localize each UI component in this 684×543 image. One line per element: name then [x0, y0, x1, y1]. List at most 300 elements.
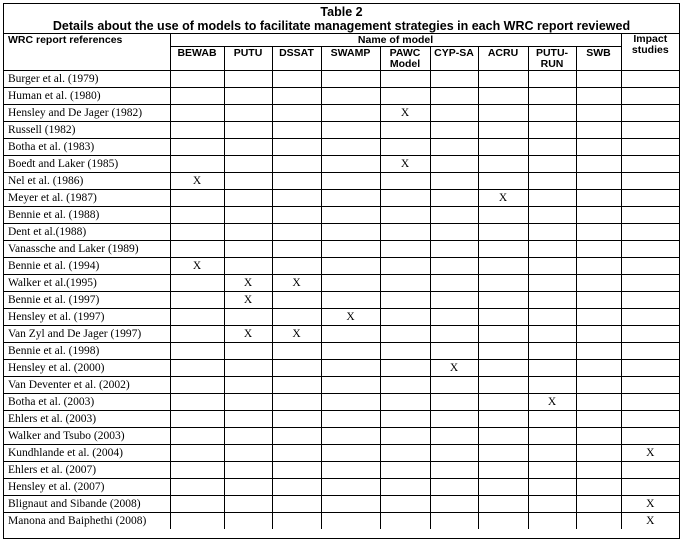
- mark-cell: [528, 445, 576, 462]
- mark-cell: [170, 513, 224, 530]
- mark-cell: [621, 360, 679, 377]
- reference-cell: Vanassche and Laker (1989): [4, 241, 170, 258]
- mark-cell: [528, 343, 576, 360]
- mark-cell: [224, 394, 272, 411]
- mark-cell: [380, 309, 430, 326]
- reference-cell: Bennie et al. (1998): [4, 343, 170, 360]
- mark-cell: [170, 309, 224, 326]
- mark-cell: [224, 224, 272, 241]
- header-model: PAWC Model: [380, 47, 430, 71]
- mark-cell: [621, 190, 679, 207]
- mark-cell: [528, 292, 576, 309]
- mark-cell: [430, 224, 478, 241]
- mark-cell: [272, 71, 321, 88]
- mark-cell: [528, 241, 576, 258]
- mark-cell: [321, 326, 380, 343]
- mark-cell: [430, 377, 478, 394]
- mark-cell: [224, 360, 272, 377]
- mark-cell: [576, 105, 621, 122]
- mark-cell: [576, 343, 621, 360]
- mark-cell: [272, 207, 321, 224]
- mark-cell: [321, 343, 380, 360]
- mark-cell: [321, 411, 380, 428]
- mark-cell: [478, 105, 528, 122]
- mark-cell: [621, 105, 679, 122]
- mark-cell: [272, 343, 321, 360]
- mark-cell: [170, 190, 224, 207]
- table-row: [4, 377, 679, 394]
- mark-cell: [321, 445, 380, 462]
- table-subtitle: Details about the use of models to facilitate management strategies in each WRC report reviewed: [52, 19, 631, 33]
- mark-cell: [380, 377, 430, 394]
- mark-cell: [224, 411, 272, 428]
- mark-cell: [430, 156, 478, 173]
- mark-cell: [528, 479, 576, 496]
- mark-cell: [528, 156, 576, 173]
- mark-cell: [380, 71, 430, 88]
- table-row: [4, 394, 679, 411]
- mark-cell: [430, 428, 478, 445]
- mark-cell: [478, 258, 528, 275]
- mark-cell: [478, 275, 528, 292]
- mark-cell: [478, 207, 528, 224]
- mark-cell: [430, 71, 478, 88]
- mark-cell: X: [380, 156, 430, 173]
- table-container: [3, 3, 680, 539]
- mark-cell: [321, 173, 380, 190]
- mark-cell: X: [272, 326, 321, 343]
- mark-cell: [380, 326, 430, 343]
- mark-cell: [380, 292, 430, 309]
- mark-cell: [272, 292, 321, 309]
- mark-cell: [528, 513, 576, 530]
- reference-cell: Walker and Tsubo (2003): [4, 428, 170, 445]
- header-model-group: Name of model: [170, 34, 621, 47]
- mark-cell: [430, 88, 478, 105]
- table-row: [4, 275, 679, 292]
- table-row: [4, 173, 679, 190]
- table-row: [4, 292, 679, 309]
- mark-cell: [380, 411, 430, 428]
- mark-cell: [380, 258, 430, 275]
- mark-cell: [621, 292, 679, 309]
- mark-cell: X: [170, 258, 224, 275]
- reference-cell: Manona and Baiphethi (2008): [4, 513, 170, 530]
- mark-cell: [272, 105, 321, 122]
- mark-cell: [576, 292, 621, 309]
- mark-cell: [170, 343, 224, 360]
- mark-cell: [576, 190, 621, 207]
- mark-cell: [528, 258, 576, 275]
- mark-cell: X: [430, 360, 478, 377]
- reference-cell: Bennie et al. (1994): [4, 258, 170, 275]
- reference-cell: Dent et al.(1988): [4, 224, 170, 241]
- mark-cell: [224, 156, 272, 173]
- mark-cell: [321, 496, 380, 513]
- mark-cell: [321, 88, 380, 105]
- reference-cell: Van Zyl and De Jager (1997): [4, 326, 170, 343]
- reference-cell: Burger et al. (1979): [4, 71, 170, 88]
- reference-cell: Botha et al. (2003): [4, 394, 170, 411]
- mark-cell: [478, 71, 528, 88]
- mark-cell: [528, 462, 576, 479]
- mark-cell: [528, 190, 576, 207]
- table-row: [4, 190, 679, 207]
- mark-cell: [528, 428, 576, 445]
- mark-cell: [321, 513, 380, 530]
- mark-cell: [478, 411, 528, 428]
- mark-cell: [272, 411, 321, 428]
- mark-cell: [576, 360, 621, 377]
- mark-cell: [478, 428, 528, 445]
- mark-cell: [478, 173, 528, 190]
- table-row: [4, 479, 679, 496]
- mark-cell: [621, 428, 679, 445]
- mark-cell: [170, 360, 224, 377]
- mark-cell: [430, 326, 478, 343]
- mark-cell: [430, 513, 478, 530]
- mark-cell: [621, 309, 679, 326]
- header-impact-studies: Impact studies: [621, 34, 679, 71]
- table-row: [4, 496, 679, 513]
- mark-cell: X: [621, 513, 679, 530]
- reference-cell: Botha et al. (1983): [4, 139, 170, 156]
- mark-cell: [430, 241, 478, 258]
- mark-cell: [430, 139, 478, 156]
- mark-cell: [224, 445, 272, 462]
- mark-cell: [528, 496, 576, 513]
- mark-cell: [621, 258, 679, 275]
- mark-cell: [170, 326, 224, 343]
- mark-cell: [430, 275, 478, 292]
- mark-cell: [321, 258, 380, 275]
- mark-cell: [478, 122, 528, 139]
- mark-cell: [380, 190, 430, 207]
- mark-cell: [430, 394, 478, 411]
- mark-cell: [528, 173, 576, 190]
- mark-cell: [224, 343, 272, 360]
- mark-cell: [430, 173, 478, 190]
- mark-cell: [576, 411, 621, 428]
- mark-cell: [478, 156, 528, 173]
- table-row: [4, 445, 679, 462]
- table-row: [4, 309, 679, 326]
- mark-cell: [321, 275, 380, 292]
- mark-cell: [576, 275, 621, 292]
- mark-cell: [321, 241, 380, 258]
- table-row: [4, 428, 679, 445]
- mark-cell: [576, 326, 621, 343]
- mark-cell: [321, 156, 380, 173]
- table-row: [4, 156, 679, 173]
- mark-cell: [576, 428, 621, 445]
- mark-cell: [478, 445, 528, 462]
- table-row: [4, 241, 679, 258]
- mark-cell: [576, 173, 621, 190]
- mark-cell: X: [170, 173, 224, 190]
- mark-cell: [576, 513, 621, 530]
- reference-cell: Boedt and Laker (1985): [4, 156, 170, 173]
- table-row: [4, 326, 679, 343]
- mark-cell: [380, 207, 430, 224]
- mark-cell: [380, 241, 430, 258]
- mark-cell: [576, 445, 621, 462]
- mark-cell: [621, 122, 679, 139]
- mark-cell: [478, 292, 528, 309]
- mark-cell: [621, 224, 679, 241]
- header-model: DSSAT: [272, 47, 321, 71]
- mark-cell: [576, 479, 621, 496]
- mark-cell: [272, 241, 321, 258]
- mark-cell: [528, 71, 576, 88]
- mark-cell: [321, 190, 380, 207]
- mark-cell: [170, 156, 224, 173]
- mark-cell: [621, 394, 679, 411]
- mark-cell: [170, 224, 224, 241]
- table-row: [4, 105, 679, 122]
- mark-cell: [272, 190, 321, 207]
- mark-cell: [528, 360, 576, 377]
- mark-cell: [576, 156, 621, 173]
- mark-cell: [170, 394, 224, 411]
- mark-cell: [576, 258, 621, 275]
- reference-cell: Bennie et al. (1988): [4, 207, 170, 224]
- mark-cell: [528, 207, 576, 224]
- mark-cell: [621, 411, 679, 428]
- mark-cell: [478, 377, 528, 394]
- mark-cell: [430, 411, 478, 428]
- mark-cell: [576, 394, 621, 411]
- mark-cell: [272, 139, 321, 156]
- mark-cell: [478, 462, 528, 479]
- mark-cell: [528, 377, 576, 394]
- header-model: PUTU: [224, 47, 272, 71]
- mark-cell: [621, 377, 679, 394]
- reference-cell: Van Deventer et al. (2002): [4, 377, 170, 394]
- mark-cell: [528, 411, 576, 428]
- table-row: [4, 71, 679, 88]
- mark-cell: [621, 156, 679, 173]
- mark-cell: [272, 445, 321, 462]
- mark-cell: [621, 173, 679, 190]
- mark-cell: [224, 496, 272, 513]
- reference-cell: Ehlers et al. (2007): [4, 462, 170, 479]
- mark-cell: [170, 462, 224, 479]
- mark-cell: [380, 275, 430, 292]
- mark-cell: [170, 377, 224, 394]
- mark-cell: X: [621, 496, 679, 513]
- mark-cell: [321, 462, 380, 479]
- mark-cell: [272, 224, 321, 241]
- mark-cell: [170, 479, 224, 496]
- mark-cell: [380, 394, 430, 411]
- mark-cell: [430, 479, 478, 496]
- reference-cell: Hensley and De Jager (1982): [4, 105, 170, 122]
- mark-cell: [528, 105, 576, 122]
- mark-cell: [430, 207, 478, 224]
- mark-cell: [272, 88, 321, 105]
- mark-cell: [478, 139, 528, 156]
- mark-cell: [224, 139, 272, 156]
- mark-cell: [478, 343, 528, 360]
- mark-cell: [380, 224, 430, 241]
- mark-cell: [478, 241, 528, 258]
- mark-cell: [380, 139, 430, 156]
- table-header: [4, 34, 679, 71]
- mark-cell: [528, 122, 576, 139]
- mark-cell: X: [478, 190, 528, 207]
- mark-cell: [621, 139, 679, 156]
- reference-cell: Bennie et al. (1997): [4, 292, 170, 309]
- mark-cell: [576, 309, 621, 326]
- reference-cell: Ehlers et al. (2003): [4, 411, 170, 428]
- mark-cell: [321, 292, 380, 309]
- mark-cell: [272, 258, 321, 275]
- table-caption: [4, 4, 679, 34]
- table-row: [4, 258, 679, 275]
- mark-cell: [321, 122, 380, 139]
- mark-cell: [380, 445, 430, 462]
- table-row: [4, 462, 679, 479]
- mark-cell: [430, 122, 478, 139]
- mark-cell: [321, 224, 380, 241]
- table-row: [4, 207, 679, 224]
- mark-cell: [430, 462, 478, 479]
- mark-cell: [380, 360, 430, 377]
- mark-cell: [224, 122, 272, 139]
- mark-cell: [321, 207, 380, 224]
- mark-cell: [430, 309, 478, 326]
- mark-cell: [272, 428, 321, 445]
- mark-cell: [224, 258, 272, 275]
- mark-cell: [430, 292, 478, 309]
- mark-cell: [224, 71, 272, 88]
- mark-cell: [272, 496, 321, 513]
- mark-cell: [528, 88, 576, 105]
- table-row: [4, 513, 679, 530]
- models-table: [4, 34, 679, 529]
- mark-cell: [576, 71, 621, 88]
- mark-cell: [224, 173, 272, 190]
- mark-cell: [478, 326, 528, 343]
- mark-cell: [576, 207, 621, 224]
- mark-cell: [380, 122, 430, 139]
- mark-cell: [224, 309, 272, 326]
- mark-cell: [224, 207, 272, 224]
- reference-cell: Nel et al. (1986): [4, 173, 170, 190]
- mark-cell: [272, 309, 321, 326]
- mark-cell: [224, 479, 272, 496]
- mark-cell: [170, 292, 224, 309]
- mark-cell: [621, 462, 679, 479]
- table-row: [4, 411, 679, 428]
- mark-cell: [170, 241, 224, 258]
- mark-cell: [272, 462, 321, 479]
- table-row: [4, 122, 679, 139]
- table-row: [4, 360, 679, 377]
- mark-cell: [170, 275, 224, 292]
- mark-cell: [380, 462, 430, 479]
- mark-cell: [430, 258, 478, 275]
- mark-cell: [528, 309, 576, 326]
- header-model: BEWAB: [170, 47, 224, 71]
- mark-cell: [380, 513, 430, 530]
- table-row: [4, 88, 679, 105]
- mark-cell: [224, 105, 272, 122]
- mark-cell: X: [272, 275, 321, 292]
- header-references: WRC report references: [4, 34, 170, 71]
- mark-cell: [321, 394, 380, 411]
- mark-cell: [170, 411, 224, 428]
- mark-cell: [576, 139, 621, 156]
- mark-cell: [430, 190, 478, 207]
- mark-cell: [478, 513, 528, 530]
- mark-cell: [380, 173, 430, 190]
- mark-cell: [478, 394, 528, 411]
- mark-cell: [224, 190, 272, 207]
- mark-cell: [576, 224, 621, 241]
- mark-cell: [528, 326, 576, 343]
- mark-cell: [478, 224, 528, 241]
- mark-cell: [321, 377, 380, 394]
- mark-cell: [170, 207, 224, 224]
- mark-cell: [621, 71, 679, 88]
- mark-cell: [272, 122, 321, 139]
- mark-cell: [621, 241, 679, 258]
- mark-cell: [576, 462, 621, 479]
- mark-cell: [272, 173, 321, 190]
- table-row: [4, 224, 679, 241]
- mark-cell: [321, 428, 380, 445]
- header-model: CYP-SA: [430, 47, 478, 71]
- table-title: Table 2: [320, 5, 363, 19]
- mark-cell: [170, 122, 224, 139]
- mark-cell: [621, 275, 679, 292]
- mark-cell: X: [224, 326, 272, 343]
- mark-cell: [528, 224, 576, 241]
- mark-cell: [321, 479, 380, 496]
- mark-cell: [621, 479, 679, 496]
- mark-cell: [380, 343, 430, 360]
- mark-cell: [380, 428, 430, 445]
- mark-cell: [272, 394, 321, 411]
- reference-cell: Meyer et al. (1987): [4, 190, 170, 207]
- mark-cell: [478, 360, 528, 377]
- reference-cell: Walker et al.(1995): [4, 275, 170, 292]
- mark-cell: [170, 496, 224, 513]
- mark-cell: [621, 343, 679, 360]
- reference-cell: Hensley et al. (2000): [4, 360, 170, 377]
- reference-cell: Kundhlande et al. (2004): [4, 445, 170, 462]
- mark-cell: [478, 309, 528, 326]
- mark-cell: [430, 496, 478, 513]
- mark-cell: [170, 139, 224, 156]
- mark-cell: [430, 105, 478, 122]
- reference-cell: Hensley et al. (2007): [4, 479, 170, 496]
- mark-cell: [224, 513, 272, 530]
- mark-cell: [321, 105, 380, 122]
- header-model: PUTU-RUN: [528, 47, 576, 71]
- reference-cell: Human et al. (1980): [4, 88, 170, 105]
- mark-cell: [321, 71, 380, 88]
- mark-cell: X: [380, 105, 430, 122]
- mark-cell: [224, 377, 272, 394]
- header-model: SWAMP: [321, 47, 380, 71]
- mark-cell: [621, 88, 679, 105]
- mark-cell: [478, 88, 528, 105]
- mark-cell: X: [321, 309, 380, 326]
- mark-cell: [380, 479, 430, 496]
